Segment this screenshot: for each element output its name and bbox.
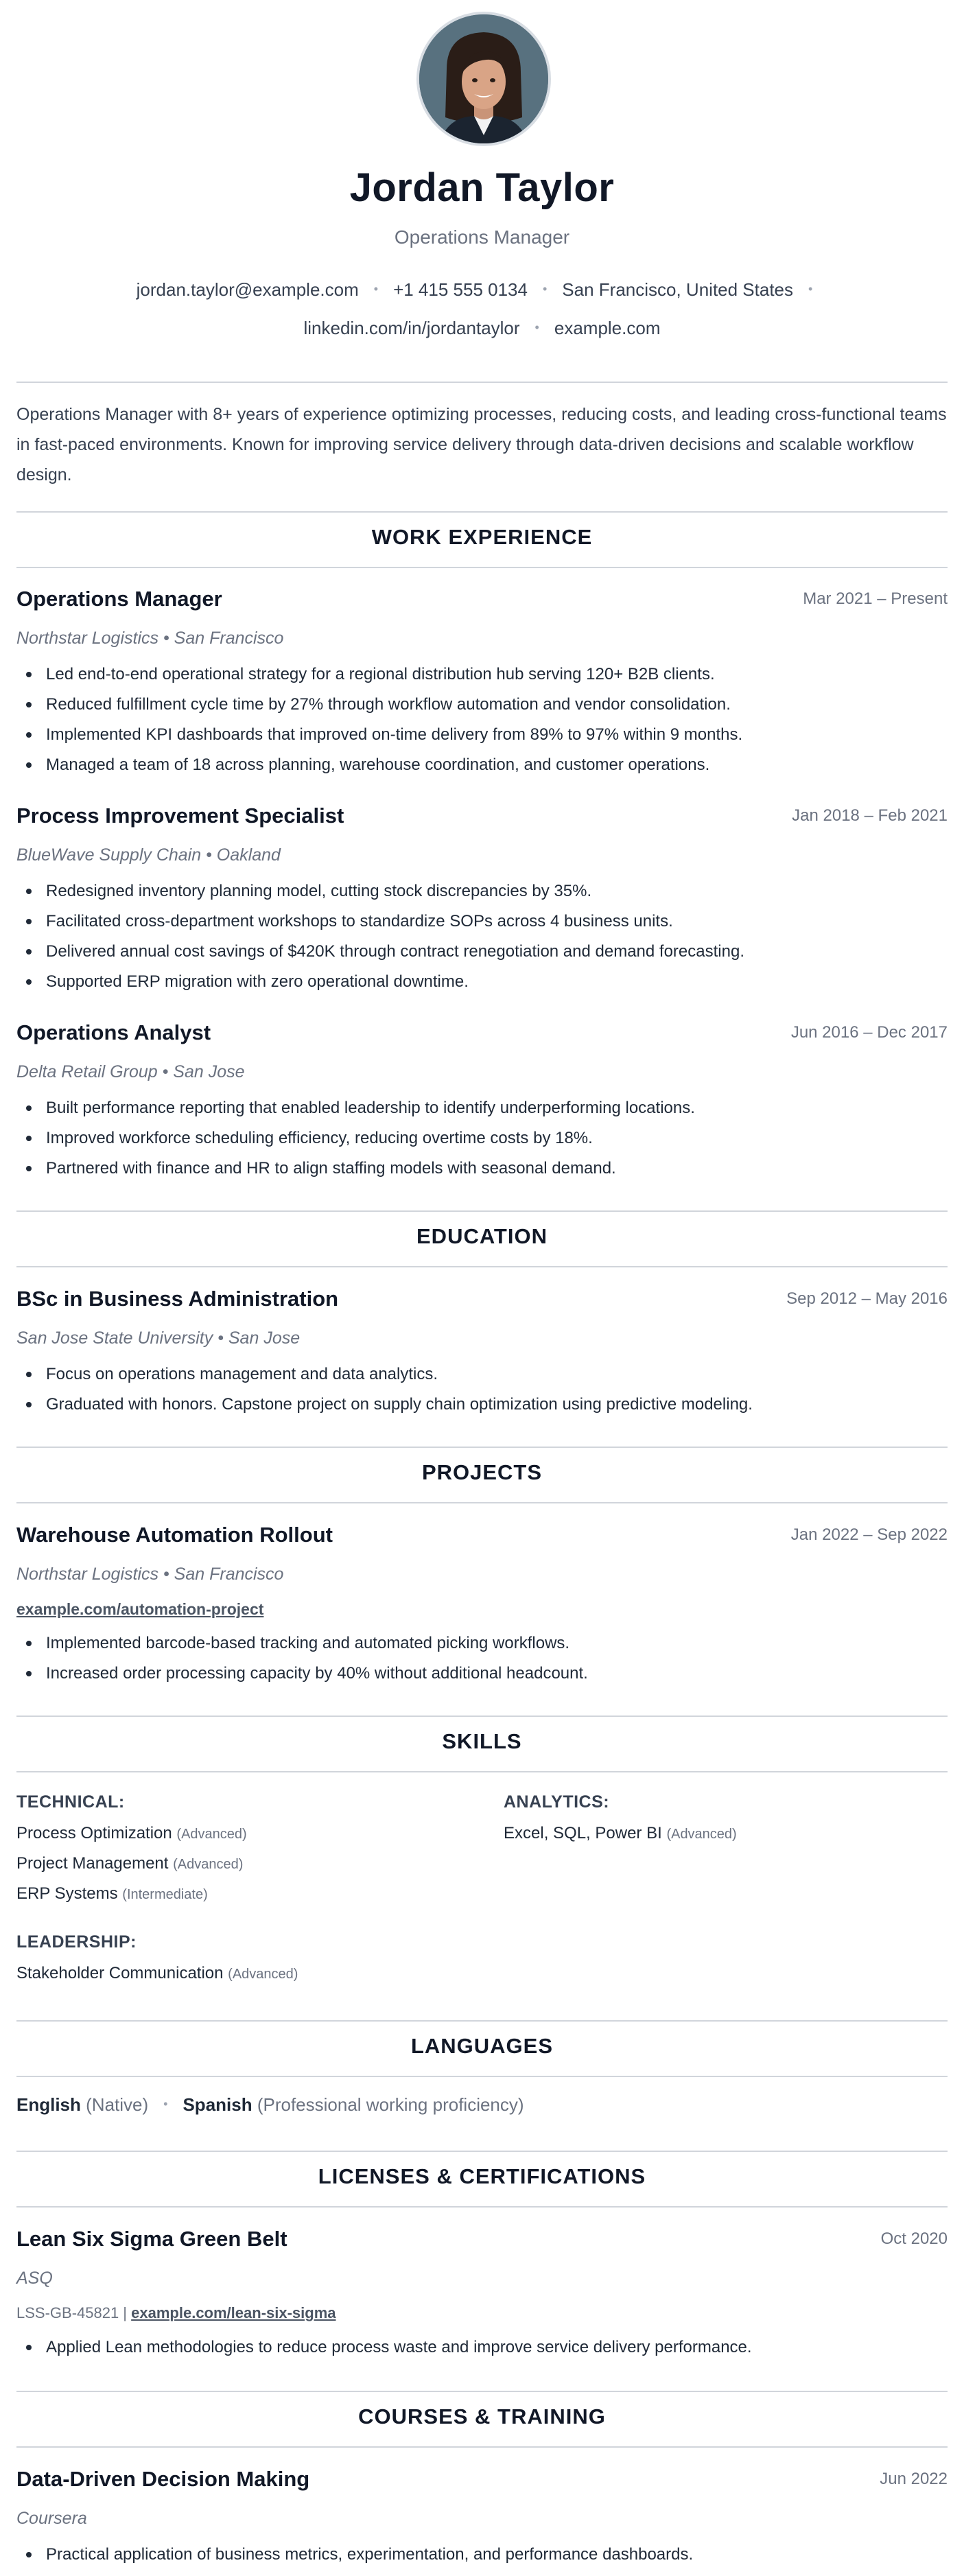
job-bullets [16,1093,936,1184]
job-dates: Mar 2021 – Present [803,589,948,608]
divider [16,382,948,383]
bullet-item: Practical application of business metrics, experimentation, and performance dashboards. [16,2540,936,2570]
divider [16,1771,948,1772]
website-link[interactable]: example.com [554,318,661,338]
divider [16,2020,948,2022]
section-title-projects: PROJECTS [421,1460,543,1484]
bullet-item: Built performance reporting that enabled leadership to identify underperforming locations. [16,1093,936,1123]
separator-dot: • [808,282,813,296]
bullet-item: Increased order processing capacity by 40% without additional headcount. [16,1659,936,1689]
course-title: Data-Driven Decision Making [16,2467,310,2491]
school-name: San Jose State University • San Jose [16,1328,301,1348]
skill-category-technical: TECHNICAL: [16,1792,125,1812]
skill-level: (Advanced) [228,1967,298,1982]
section-title-courses: COURSES & TRAINING [358,2404,606,2428]
job-bullets [16,876,936,997]
skill-item [16,1854,243,1873]
job-dates: Jan 2018 – Feb 2021 [792,806,948,825]
bullet-item: Applied Lean methodologies to reduce process waste and improve service delivery performance. [16,2332,936,2363]
job-title: Process Improvement Specialist [16,804,344,828]
divider [16,1716,948,1717]
project-link[interactable]: example.com/automation-project [16,1600,264,1618]
bullet-item: Led end-to-end operational strategy for a regional distribution hub serving 120+ B2B clients. [16,659,936,690]
language-level: (Professional working proficiency) [257,2094,524,2115]
job-company: Delta Retail Group • San Jose [16,1062,245,1081]
education-dates: Sep 2012 – May 2016 [786,1289,948,1308]
bullet-item: Reduced fulfillment cycle time by 27% through workflow automation and vendor consolidation. [16,690,936,720]
project-title: Warehouse Automation Rollout [16,1523,333,1547]
skill-item [16,1964,298,1983]
bullet-item: Redesigned inventory planning model, cutting stock discrepancies by 35%. [16,876,936,906]
section-title-languages: LANGUAGES [410,2034,554,2058]
certification-date: Oct 2020 [880,2229,948,2248]
bullet-item: Facilitated cross-department workshops to standardize SOPs across 4 business units. [16,906,936,937]
skill-name: Project Management [16,1854,169,1873]
section-title-certifications: LICENSES & CERTIFICATIONS [318,2164,646,2188]
language-name: Spanish [183,2094,252,2115]
skill-item [504,1824,737,1843]
project-org: Northstar Logistics • San Francisco [16,1565,284,1584]
profile-photo [419,14,548,143]
section-title-education: EDUCATION [416,1224,548,1248]
bullet-item: Focus on operations management and data analytics. [16,1359,936,1390]
divider [16,2076,948,2077]
bullet-item: Delivered annual cost savings of $420K through contract renegotiation and demand forecasting. [16,937,936,967]
separator-dot: • [542,282,548,296]
course-date: Jun 2022 [880,2470,948,2488]
divider [16,2446,948,2448]
separator-dot: • [373,282,379,296]
divider [16,1502,948,1503]
skill-name: Excel, SQL, Power BI [504,1824,662,1842]
linkedin-link[interactable]: linkedin.com/in/jordantaylor [303,318,520,338]
bullet-item: Managed a team of 18 across planning, warehouse coordination, and customer operations. [16,750,936,780]
language-level: (Native) [86,2094,149,2115]
bullet-item: Partnered with finance and HR to align staffing models with seasonal demand. [16,1154,936,1184]
skill-name: ERP Systems [16,1884,118,1903]
job-company: Northstar Logistics • San Francisco [16,629,284,648]
divider [16,2206,948,2208]
skill-category-leadership: LEADERSHIP: [16,1932,137,1952]
project-bullets [16,1628,936,1689]
degree-title: BSc in Business Administration [16,1287,339,1311]
skill-name: Process Optimization [16,1824,172,1842]
contact-line-1 [0,279,964,301]
divider [16,2391,948,2392]
skill-category-analytics: ANALYTICS: [504,1792,610,1812]
separator-dot: • [534,320,539,334]
certification-title: Lean Six Sigma Green Belt [16,2227,287,2251]
language-name: English [16,2094,81,2115]
contact-line-2 [0,318,964,339]
job-title: Operations Manager [16,587,222,611]
summary-text: Operations Manager with 8+ years of experience optimizing processes, reducing costs, and leading cross-functional teams in fast-paced environments. Known for improving service delivery through data-driven decisions and scalable workflow design. [16,405,947,484]
education-bullets [16,1359,936,1420]
avatar [416,12,551,146]
section-title-experience: WORK EXPERIENCE [371,525,593,549]
phone-text[interactable]: +1 415 555 0134 [393,279,528,300]
divider [16,511,948,513]
certification-issuer: ASQ [16,2269,53,2288]
divider [16,1266,948,1267]
skill-level: (Advanced) [176,1827,247,1842]
divider [16,567,948,568]
job-bullets [16,659,936,780]
skill-name: Stakeholder Communication [16,1964,224,1982]
certification-bullets [16,2332,936,2363]
candidate-name: Jordan Taylor [349,165,615,210]
job-dates: Jun 2016 – Dec 2017 [790,1023,948,1042]
course-bullets [16,2540,936,2570]
candidate-title: Operations Manager [394,226,570,248]
skill-item [16,1824,247,1843]
bullet-item: Implemented barcode-based tracking and automated picking workflows. [16,1628,936,1659]
credential-id: LSS-GB-45821 | [16,2304,128,2321]
location-text: San Francisco, United States [562,279,794,300]
project-dates: Jan 2022 – Sep 2022 [790,1525,948,1544]
certification-credential [16,2304,336,2322]
job-title: Operations Analyst [16,1020,211,1044]
bullet-item: Improved workforce scheduling efficiency, reducing overtime costs by 18%. [16,1123,936,1154]
skill-level: (Advanced) [666,1827,737,1842]
divider [16,2151,948,2152]
email-link[interactable]: jordan.taylor@example.com [136,279,359,300]
skill-level: (Advanced) [173,1857,244,1872]
section-title-skills: SKILLS [442,1729,522,1753]
divider [16,1210,948,1212]
skill-level: (Intermediate) [122,1887,208,1902]
job-company: BlueWave Supply Chain • Oakland [16,845,281,865]
course-provider: Coursera [16,2509,87,2528]
skill-item [16,1884,208,1904]
bullet-item: Graduated with honors. Capstone project on supply chain optimization using predictive modeling. [16,1390,936,1420]
credential-link[interactable]: example.com/lean-six-sigma [131,2304,336,2321]
languages-line [16,2094,524,2116]
bullet-item: Supported ERP migration with zero operational downtime. [16,967,936,997]
bullet-item: Implemented KPI dashboards that improved on-time delivery from 89% to 97% within 9 months. [16,720,936,750]
divider [16,1447,948,1448]
separator-dot: • [163,2097,168,2111]
